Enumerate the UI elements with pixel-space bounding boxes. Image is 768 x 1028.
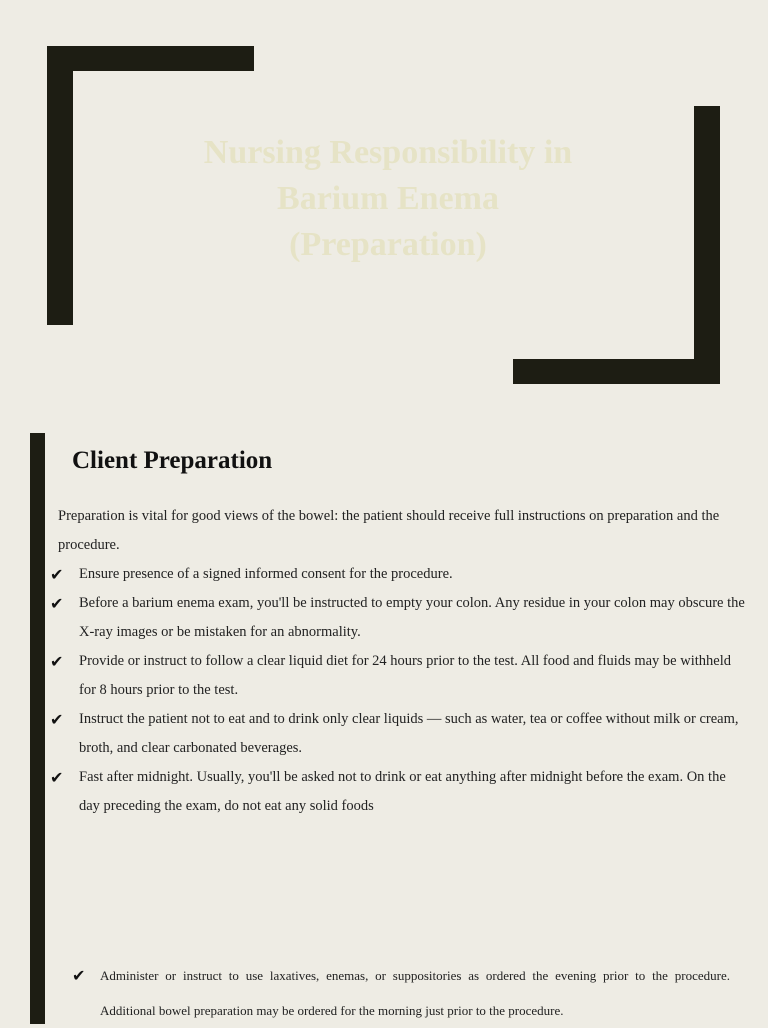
list-item: [70, 958, 730, 1028]
bullet-list: [48, 560, 748, 821]
check-mark-icon: ✔: [50, 565, 64, 584]
frame-bar-top-left-vertical: [47, 46, 73, 325]
check-mark-icon: ✔: [50, 652, 64, 671]
bullet-text: Fast after midnight. Usually, you'll be asked not to drink or eat anything after midnight before the exam. On the day preceding the exam, do not eat any solid foods: [79, 769, 726, 814]
title-line: (Preparation): [289, 226, 487, 263]
title-line: Nursing Responsibility in: [203, 134, 573, 171]
list-item: [48, 589, 748, 647]
intro-paragraph: Preparation is vital for good views of the bowel: the patient should receive full instructions on preparation and the procedure.: [58, 508, 720, 553]
bullet-list-second: [70, 958, 730, 1028]
check-mark-icon: ✔: [72, 966, 86, 985]
bullet-text: Administer or instruct to use laxatives, enemas, or suppositories as ordered the evening prior to the procedure. Additional bowel preparation may be ordered for the morning just prior to the procedure.: [100, 968, 730, 1018]
frame-bar-top-left-horizontal: [47, 46, 254, 71]
list-item: [48, 763, 748, 821]
list-item: [48, 560, 748, 589]
slide-title: [110, 130, 666, 268]
frame-bar-bottom-right-horizontal: [513, 359, 720, 384]
bullet-text: Ensure presence of a signed informed consent for the procedure.: [79, 566, 453, 582]
title-line: Barium Enema: [277, 180, 499, 217]
left-accent-bar: [30, 433, 45, 1024]
bullet-text: Provide or instruct to follow a clear liquid diet for 24 hours prior to the test. All food and fluids may be withheld for 8 hours prior to the test.: [79, 653, 731, 698]
check-mark-icon: ✔: [50, 710, 64, 729]
frame-bar-bottom-right-vertical: [694, 106, 720, 384]
section-heading: Client Preparation: [72, 447, 273, 474]
check-mark-icon: ✔: [50, 594, 64, 613]
bullet-text: Before a barium enema exam, you'll be instructed to empty your colon. Any residue in your colon may obscure the X-ray images or be mistaken for an abnormality.: [79, 595, 745, 640]
list-item: [48, 647, 748, 705]
list-item: [48, 705, 748, 763]
check-mark-icon: ✔: [50, 768, 64, 787]
bullet-text: Instruct the patient not to eat and to drink only clear liquids — such as water, tea or coffee without milk or cream, broth, and clear carbonated beverages.: [79, 711, 739, 756]
